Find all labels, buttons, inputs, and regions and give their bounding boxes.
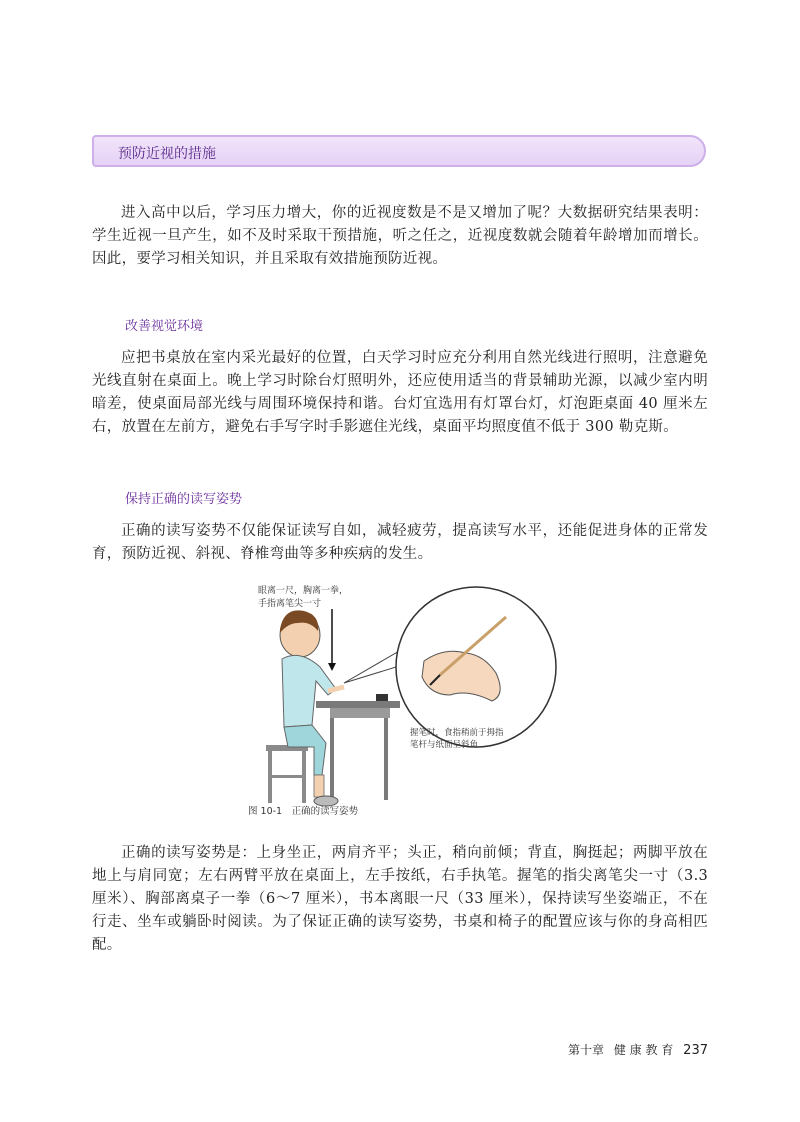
boy-shirt bbox=[282, 655, 336, 727]
page-footer bbox=[562, 1041, 708, 1058]
figure-caption: 图 10-1 正确的读写姿势 bbox=[248, 806, 359, 817]
visual-environment-paragraph: 应把书桌放在室内采光最好的位置，白天学习时应充分利用自然光线进行照明，注意避免光线直射在桌面上。晚上学习时除台灯照明外，还应使用适当的背景辅助光源，以减少室内明暗差，使桌面局部光线与周围环境保持和谐。台灯宜选用有灯罩台灯，灯泡距桌面 40 厘米左右，放置在左前方，避免右手写字时手影遮住光线，桌面平均照度值不低于 300 勒克斯。 bbox=[92, 350, 708, 435]
annotation-right-2: 笔杆与纸面呈斜角 bbox=[410, 740, 479, 750]
annotation-right-1: 握笔时，食指稍前于拇指 bbox=[410, 728, 504, 738]
section-title: 预防近视的措施 bbox=[118, 146, 216, 162]
posture-illustration bbox=[244, 577, 564, 827]
intro-paragraph: 进入高中以后，学习压力增大，你的近视度数是不是又增加了呢？大数据研究结果表明：学生近视一旦产生，如不及时采取干预措施，听之任之，近视度数就会随着年龄增加而增长。因此，要学习相关知识，并且采取有效措施预防近视。 bbox=[92, 205, 708, 267]
desk-top bbox=[316, 701, 400, 708]
posture-figure bbox=[244, 577, 564, 827]
footer-title: 健 康 教 育 bbox=[613, 1043, 674, 1057]
section-banner bbox=[92, 135, 706, 167]
footer-chapter: 第十章 bbox=[568, 1043, 605, 1057]
annotation-top-2: 手指离笔尖一寸 bbox=[258, 599, 322, 609]
subheading-visual-environment: 改善视觉环境 bbox=[125, 319, 204, 334]
posture-details-paragraph: 正确的读写姿势是：上身坐正，两肩齐平；头正，稍向前倾；背直，胸挺起；两脚平放在地上与肩同宽；左右两臂平放在桌面上，左手按纸，右手执笔。握笔的指尖离笔尖一寸（3.3 厘米）、胸部离桌子一拳（6～7 厘米），书本离眼一尺（33 厘米），保持读写坐姿端正，不在行走、坐车或躺卧时阅读。为了保证正确的读写姿势，书桌和椅子的配置应该与你的身高相匹配。 bbox=[92, 845, 708, 953]
annotation-top-1: 眼离一尺，胸离一拳， bbox=[258, 586, 349, 596]
posture-paragraph: 正确的读写姿势不仅能保证读写自如，减轻疲劳，提高读写水平，还能促进身体的正常发育，预防近视、斜视、脊椎弯曲等多种疾病的发生。 bbox=[92, 523, 708, 562]
page-number: 237 bbox=[683, 1043, 708, 1058]
subheading-posture: 保持正确的读写姿势 bbox=[125, 492, 243, 507]
